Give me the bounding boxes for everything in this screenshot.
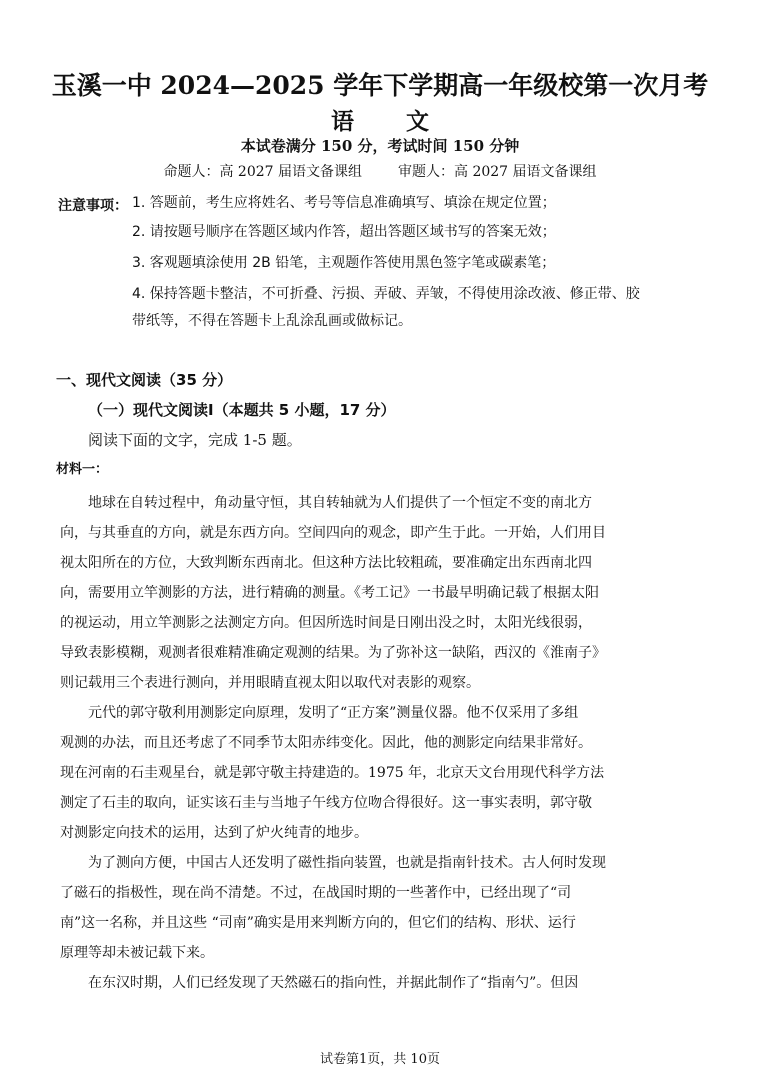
section-heading: 一、现代文阅读（35 分） [56,371,233,389]
note-item-4-continued: 带纸等，不得在答题卡上乱涂乱画或做标记。 [132,313,412,329]
subject-char-1: 语 [331,108,354,135]
passage-line: 测定了石圭的取向，证实该石圭与当地子午线方位吻合得很好。这一事实表明，郭守敬 [60,795,592,811]
passage-line: 原理等却未被记载下来。 [60,945,214,961]
passage-line: 的视运动，用立竿测影之法测定方向。但因所选时间是日刚出没之时，太阳光线很弱， [60,615,592,631]
passage-line: 向，需要用立竿测影的方法，进行精确的测量。《考工记》一书最早明确记载了根据太阳 [60,585,599,601]
passage-line: 在东汉时期，人们已经发现了天然磁石的指向性，并据此制作了“指南勺”。但因 [60,975,579,991]
reading-instruction: 阅读下面的文字，完成 1-5 题。 [88,431,302,449]
note-item-3: 3. 客观题填涂使用 2B 铅笔，主观题作答使用黑色签字笔或碳素笔； [132,255,556,271]
passage-line: 对测影定向技术的运用，达到了炉火纯青的地步。 [60,825,368,841]
passage-line: 南”这一名称，并且这些 “司南”确实是用来判断方向的，但它们的结构、形状、运行 [60,915,576,931]
exam-info: 本试卷满分 150 分，考试时间 150 分钟 [240,137,520,155]
passage-line: 则记载用三个表进行测向，并用眼睛直视太阳以取代对表影的观察。 [60,675,480,691]
subject-char-2: 文 [406,108,429,135]
setter-text: 命题人：高 2027 届语文备课组 [163,164,362,180]
passage-line: 观测的办法，而且还考虑了不同季节太阳赤纬变化。因此，他的测影定向结果非常好。 [60,735,592,751]
passage-line: 为了测向方便，中国古人还发明了磁性指向装置，也就是指南针技术。古人何时发现 [60,855,606,871]
passage-line: 元代的郭守敬利用测影定向原理，发明了“正方案”测量仪器。他不仅采用了多组 [60,705,579,721]
page-footer: 试卷第1页，共 10页 [320,1052,440,1067]
exam-title: 玉溪一中 2024—2025 学年下学期高一年级校第一次月考 [51,71,709,100]
reviewer-text: 审题人：高 2027 届语文备课组 [398,164,597,180]
authors-line [0,161,760,181]
note-item-1: 1. 答题前，考生应将姓名、考号等信息准确填写、填涂在规定位置； [132,195,556,211]
material-label: 材料一： [56,462,109,477]
passage-line: 地球在自转过程中，角动量守恒，其自转轴就为人们提供了一个恒定不变的南北方 [60,495,592,511]
notes-label: 注意事项： [58,198,128,214]
passage-line: 导致表影模糊，观测者很难精准确定观测的结果。为了弥补这一缺陷，西汉的《淮南子》 [60,645,606,661]
note-item-2: 2. 请按题号顺序在答题区域内作答，超出答题区域书写的答案无效； [132,224,556,240]
note-item-4: 4. 保持答题卡整洁，不可折叠、污损、弄破、弄皱，不得使用涂改液、修正带、胶 [132,286,640,302]
passage-line: 了磁石的指极性，现在尚不清楚。不过，在战国时期的一些著作中，已经出现了“司 [60,885,572,901]
passage-line: 向，与其垂直的方向，就是东西方向。空间四向的观念，即产生于此。一开始，人们用目 [60,525,606,541]
passage-line: 视太阳所在的方位，大致判断东西南北。但这种方法比较粗疏，要准确定出东西南北四 [60,555,592,571]
passage-line: 现在河南的石圭观星台，就是郭守敬主持建造的。1975 年，北京天文台用现代科学方法 [60,765,605,781]
section-subheading: （一）现代文阅读Ⅰ（本题共 5 小题，17 分） [88,401,396,419]
subject-title [0,103,760,136]
